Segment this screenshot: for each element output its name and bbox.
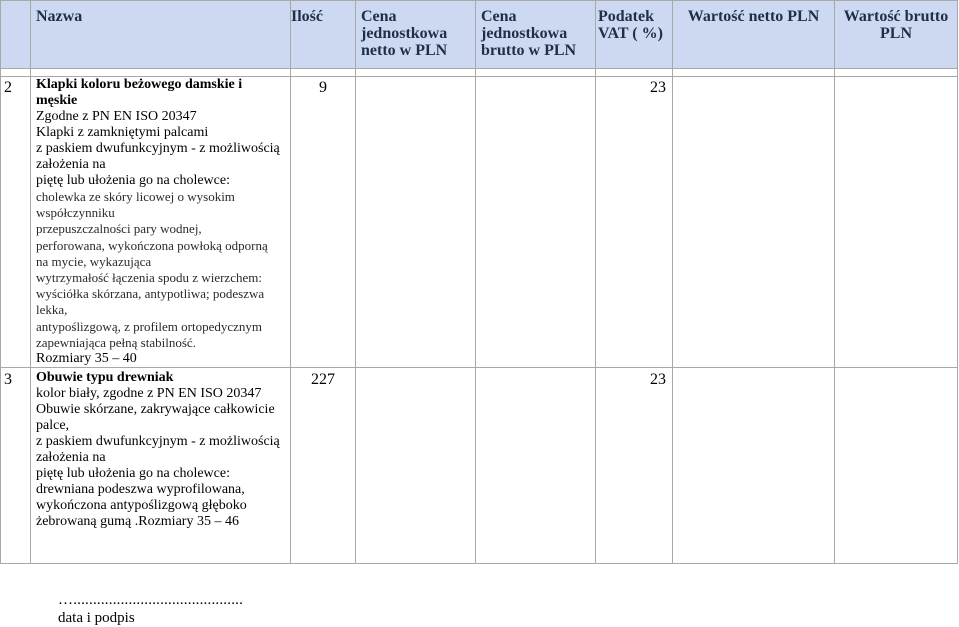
description-line: wytrzymałość łączenia spodu z wierzchem: — [36, 270, 262, 286]
quantity-cell: 227 — [291, 368, 356, 564]
gross-price-cell — [476, 77, 596, 368]
gross-value-cell — [835, 368, 958, 564]
description-line: Obuwie skórzane, zakrywające całkowicie — [36, 402, 275, 418]
header-number — [1, 1, 31, 69]
description-line: Zgodne z PN EN ISO 20347 — [36, 109, 197, 124]
table-row — [1, 368, 958, 564]
row-number: 2 — [1, 77, 31, 368]
product-description — [31, 77, 291, 368]
signature-block — [58, 591, 243, 627]
description-line: żebrowaną gumą .Rozmiary 35 – 46 — [36, 514, 239, 530]
description-line: piętę lub ułożenia go na cholewce: — [36, 466, 230, 482]
gross-price-cell — [476, 368, 596, 564]
description-line: na mycie, wykazująca — [36, 253, 152, 269]
header-vat: Podatek VAT ( %) — [596, 1, 673, 69]
net-price-cell — [356, 77, 476, 368]
net-value-cell — [673, 77, 835, 368]
description-line: współczynniku — [36, 205, 115, 221]
description-line: zapewniająca pełną stabilność. — [36, 334, 196, 350]
description-line: przepuszczalności pary wodnej, — [36, 221, 202, 237]
description-line: piętę lub ułożenia go na cholewce: — [36, 173, 230, 188]
description-line: wyściółka skórzana, antypotliwa; podeszwa — [36, 286, 265, 302]
description-line: wykończona antypoślizgową głęboko — [36, 498, 247, 514]
description-line: Klapki z zamkniętymi palcami — [36, 125, 209, 140]
description-line: palce, — [36, 418, 70, 434]
header-net-value: Wartość netto PLN — [673, 1, 835, 69]
vat-cell: 23 — [596, 77, 673, 368]
size-range: Rozmiary 35 – 40 — [36, 351, 137, 367]
description-line: założenia na — [36, 157, 106, 172]
header-qty: Ilość — [291, 1, 356, 69]
description-line: lekka, — [36, 302, 68, 318]
description-line: z paskiem dwufunkcyjnym - z możliwością — [36, 141, 280, 156]
description-line: cholewka ze skóry licowej o wysokim — [36, 189, 235, 204]
net-value-cell — [673, 368, 835, 564]
net-price-cell — [356, 368, 476, 564]
row-number: 3 — [1, 368, 31, 564]
product-title: Obuwie typu drewniak — [36, 370, 174, 386]
signature-dotted-line: …........................................... — [58, 592, 244, 608]
product-description — [31, 368, 291, 564]
product-title: Klapki koloru beżowego damskie i męskie — [36, 77, 243, 108]
description-line: drewniana podeszwa wyprofilowana, — [36, 482, 245, 498]
description-line: założenia na — [36, 450, 106, 466]
header-name: Nazwa — [31, 1, 291, 69]
gross-value-cell — [835, 77, 958, 368]
header-gross-value: Wartość brutto PLN — [835, 1, 958, 69]
quantity-cell: 9 — [291, 77, 356, 368]
signature-label: data i podpis — [58, 610, 135, 626]
description-line: kolor biały, zgodne z PN EN ISO 20347 — [36, 386, 262, 402]
description-line: antypoślizgową, z profilem ortopedycznym — [36, 318, 262, 334]
header-net-price: Cena jednostkowa netto w PLN — [356, 1, 476, 69]
header-gross-price: Cena jednostkowa brutto w PLN — [476, 1, 596, 69]
description-line: z paskiem dwufunkcyjnym - z możliwością — [36, 434, 280, 450]
table-row — [1, 77, 958, 368]
vat-cell: 23 — [596, 368, 673, 564]
description-line: perforowana, wykończona powłoką odporną — [36, 237, 268, 253]
header-row — [1, 1, 958, 69]
